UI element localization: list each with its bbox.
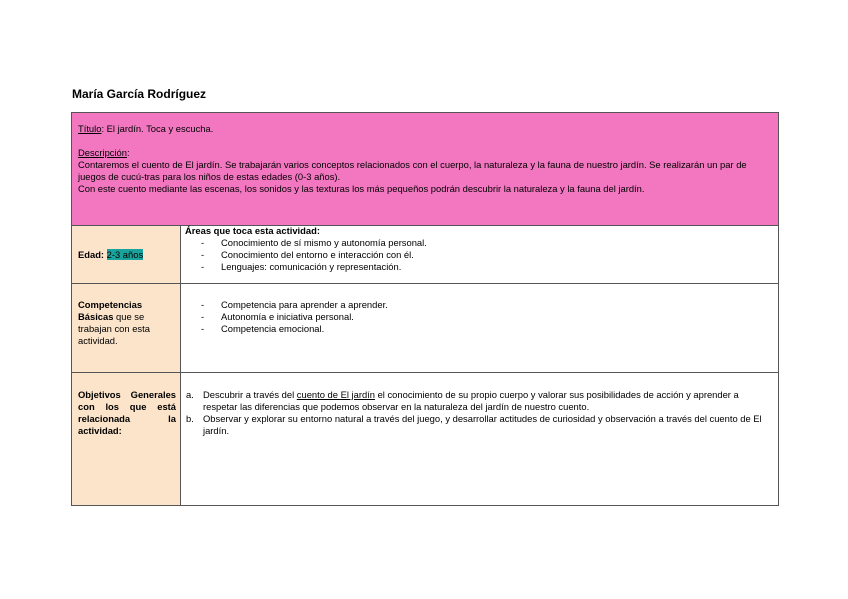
activity-table: [71, 112, 779, 506]
list-item: - Conocimiento del entorno e interacción con él.: [201, 249, 774, 261]
areas-title: Áreas que toca esta actividad:: [185, 225, 320, 236]
competencias-row: [72, 284, 779, 373]
title-label: Título: [78, 123, 102, 134]
objetivos-row: [72, 373, 779, 506]
objetivos-label-cell: [72, 373, 181, 506]
objetivos-cell: [181, 373, 779, 506]
objetivos-list: [185, 389, 774, 437]
item-marker: a.: [186, 389, 194, 400]
author-name: María García Rodríguez: [72, 87, 207, 101]
header-cell: [72, 113, 779, 226]
areas-cell: [181, 226, 779, 284]
description-text-2: Con este cuento mediante las escenas, los sonidos y las texturas los más pequeños podrán descubrir la naturaleza y la fauna del jardín.: [78, 183, 645, 194]
header-row: [72, 113, 779, 226]
competencias-label-rest: que se trabajan con esta actividad.: [78, 311, 150, 346]
list-item: [186, 389, 774, 413]
edad-value: 2-3 años: [106, 248, 144, 260]
story-link[interactable]: cuento de El jardín: [296, 389, 375, 400]
item-marker: b.: [186, 413, 194, 424]
list-item: [186, 413, 774, 437]
item-text-pre: Descubrir a través del: [203, 389, 297, 400]
competencias-label-bold: Competencias Básicas: [78, 299, 143, 322]
title-value: : El jardín. Toca y escucha.: [101, 123, 214, 134]
list-item: - Competencia para aprender a aprender.: [201, 299, 774, 311]
item-text-pre: Observar y explorar su entorno natural a través del juego, y desarrollar actitudes de curiosidad y observación a través del cuento de El jardín.: [203, 413, 762, 436]
description-label: Descripción: [78, 147, 127, 158]
list-item: - Competencia emocional.: [201, 323, 774, 335]
competencias-cell: [181, 284, 779, 373]
list-item: - Autonomía e iniciativa personal.: [201, 311, 774, 323]
objetivos-label: Objetivos Generales con los que está relacionada la actividad:: [78, 389, 176, 436]
list-item: - Conocimiento de sí mismo y autonomía personal.: [201, 237, 774, 249]
description-heading: [78, 147, 772, 159]
title-line: [78, 123, 772, 135]
edad-row: [72, 226, 779, 284]
competencias-list: [185, 299, 774, 335]
description-text-1: Contaremos el cuento de El jardín. Se trabajarán varios conceptos relacionados con el cuerpo, la naturaleza y la fauna de nuestro jardín. Se realizarán un par de juegos de cucú-tras para los niños de estas edades (0-3 años).: [78, 159, 747, 182]
list-item: - Lenguajes: comunicación y representación.: [201, 261, 774, 273]
edad-label-cell: [72, 226, 181, 284]
description-colon: :: [126, 147, 130, 158]
item-text-post: el conocimiento de su propio cuerpo y valorar sus posibilidades de acción y aprender a respetar las diferencias que podemos observar en la naturaleza del jardín de nuestro cuento.: [203, 389, 739, 412]
areas-list: [185, 237, 774, 273]
edad-label: Edad:: [78, 248, 105, 260]
competencias-label-cell: [72, 284, 181, 373]
